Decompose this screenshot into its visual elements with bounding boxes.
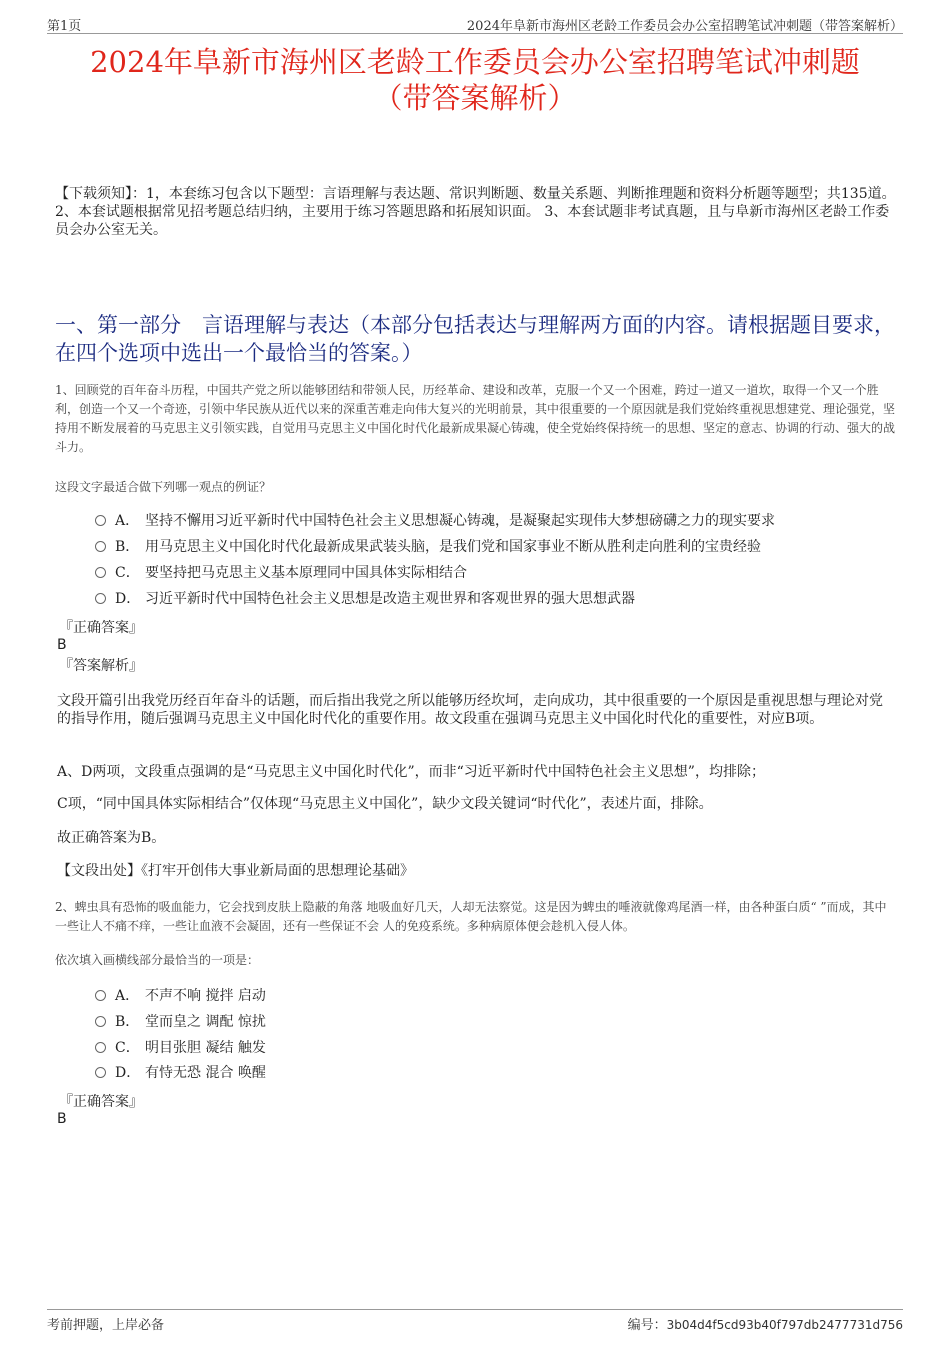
radio-icon[interactable]	[95, 1067, 106, 1078]
q1-analysis-paragraph-3: C项，“同中国具体实际相结合”仅体现“马克思主义中国化”，缺少文段关键词“时代化”，表述片面，排除。	[57, 796, 713, 812]
radio-icon[interactable]	[95, 515, 106, 526]
title-line-2: （带答案解析）	[373, 81, 577, 115]
q1-answer-label: 『正确答案』	[59, 620, 143, 636]
question-2-text: 2、蜱虫具有恐怖的吸血能力，它会找到皮肤上隐蔽的角落 地吸血好几天，人却无法察觉。这是因为蜱虫的唾液就像鸡尾酒一样，由各种蛋白质“ ”而成，其中一些让人不痛不痒，一些让血液不会凝固，还有一些保证不会 人的免疫系统。多种病原体便会趁机入侵人体。	[55, 900, 887, 933]
q2-option-b[interactable]: B． 堂而皇之 调配 惊扰	[95, 1012, 266, 1032]
title-line-1: 2024年阜新市海州区老龄工作委员会办公室招聘笔试冲刺题	[90, 45, 860, 79]
document-code	[628, 1314, 903, 1333]
header-doc-title: 2024年阜新市海州区老龄工作委员会办公室招聘笔试冲刺题（带答案解析）	[466, 19, 903, 34]
footer-slogan: 考前押题，上岸必备	[47, 1318, 165, 1333]
q1-answer: B	[57, 637, 67, 653]
q1-analysis-label: 『答案解析』	[59, 658, 143, 674]
document-title	[40, 44, 910, 116]
radio-icon[interactable]	[95, 990, 106, 1001]
code-value: 3b04d4f5cd93b40f797db2477731d756	[666, 1318, 903, 1332]
page-number: 第1页	[47, 19, 82, 34]
question-2-prompt: 依次填入画横线部分最恰当的一项是：	[55, 953, 260, 967]
q1-source: 【文段出处】《打牢开创伟大事业新局面的思想理论基础》	[57, 863, 414, 879]
code-label: 编号：	[627, 1318, 667, 1333]
radio-icon[interactable]	[95, 1042, 106, 1053]
q1-option-b[interactable]: B． 用马克思主义中国化时代化最新成果武装头脑，是我们党和国家事业不断从胜利走向胜利的宝贵经验	[95, 537, 761, 557]
radio-icon[interactable]	[95, 593, 106, 604]
radio-icon[interactable]	[95, 567, 106, 578]
q1-option-c[interactable]: C． 要坚持把马克思主义基本原理同中国具体实际相结合	[95, 563, 467, 583]
radio-icon[interactable]	[95, 541, 106, 552]
section-heading: 一、第一部分 言语理解与表达（本部分包括表达与理解两方面的内容。请根据题目要求，在四个选项中选出一个最恰当的答案。）	[55, 313, 895, 365]
download-notice: 【下载须知】：1，本套练习包含以下题型：言语理解与表达题、常识判断题、数量关系题、判断推理题和资料分析题等题型；共135道。 2、本套试题根据常见招考题总结归纳，主要用于练习答题思路和拓展知识面。 3、本套试题非考试真题，且与阜新市海州区老龄工作委员会办公室无关。	[55, 186, 896, 238]
q2-answer-label: 『正确答案』	[59, 1094, 143, 1110]
q1-analysis-paragraph-1: 文段开篇引出我党历经百年奋斗的话题，而后指出我党之所以能够历经坎坷，走向成功，其中很重要的一个原因是重视思想与理论对党的指导作用，随后强调马克思主义中国化时代化的重要作用。故文段重在强调马克思主义中国化时代化的重要性，对应B项。	[57, 693, 883, 727]
radio-icon[interactable]	[95, 1016, 106, 1027]
q1-analysis-paragraph-2: A、D两项，文段重点强调的是“马克思主义中国化时代化”，而非“习近平新时代中国特色社会主义思想”，均排除；	[57, 764, 765, 780]
page-header	[47, 15, 903, 34]
q1-option-d[interactable]: D． 习近平新时代中国特色社会主义思想是改造主观世界和客观世界的强大思想武器	[95, 589, 635, 609]
question-1-prompt: 这段文字最适合做下列哪一观点的例证？	[55, 480, 272, 494]
q2-option-a[interactable]: A． 不声不响 搅拌 启动	[95, 986, 266, 1006]
q1-analysis-paragraph-4: 故正确答案为B。	[57, 830, 166, 846]
q2-option-c[interactable]: C． 明目张胆 凝结 触发	[95, 1038, 266, 1058]
q2-option-d[interactable]: D． 有恃无恐 混合 唤醒	[95, 1063, 266, 1083]
q2-answer: B	[57, 1111, 67, 1127]
page-footer	[47, 1309, 903, 1333]
q1-option-a[interactable]: A． 坚持不懈用习近平新时代中国特色社会主义思想凝心铸魂，是凝聚起实现伟大梦想磅礴之力的现实要求	[95, 511, 775, 531]
question-1-text: 1、回顾党的百年奋斗历程，中国共产党之所以能够团结和带领人民，历经革命、建设和改革，克服一个又一个困难，跨过一道又一道坎，取得一个又一个胜利，创造一个又一个奇迹，引领中华民族从近代以来的深重苦难走向伟大复兴的光明前景，其中很重要的一个原因就是我们党始终重视思想建党、理论强党，坚持用不断发展着的马克思主义引领实践，自觉用马克思主义中国化时代化最新成果凝心铸魂，使全党始终保持统一的思想、坚定的意志、协调的行动、强大的战斗力。	[55, 383, 896, 454]
